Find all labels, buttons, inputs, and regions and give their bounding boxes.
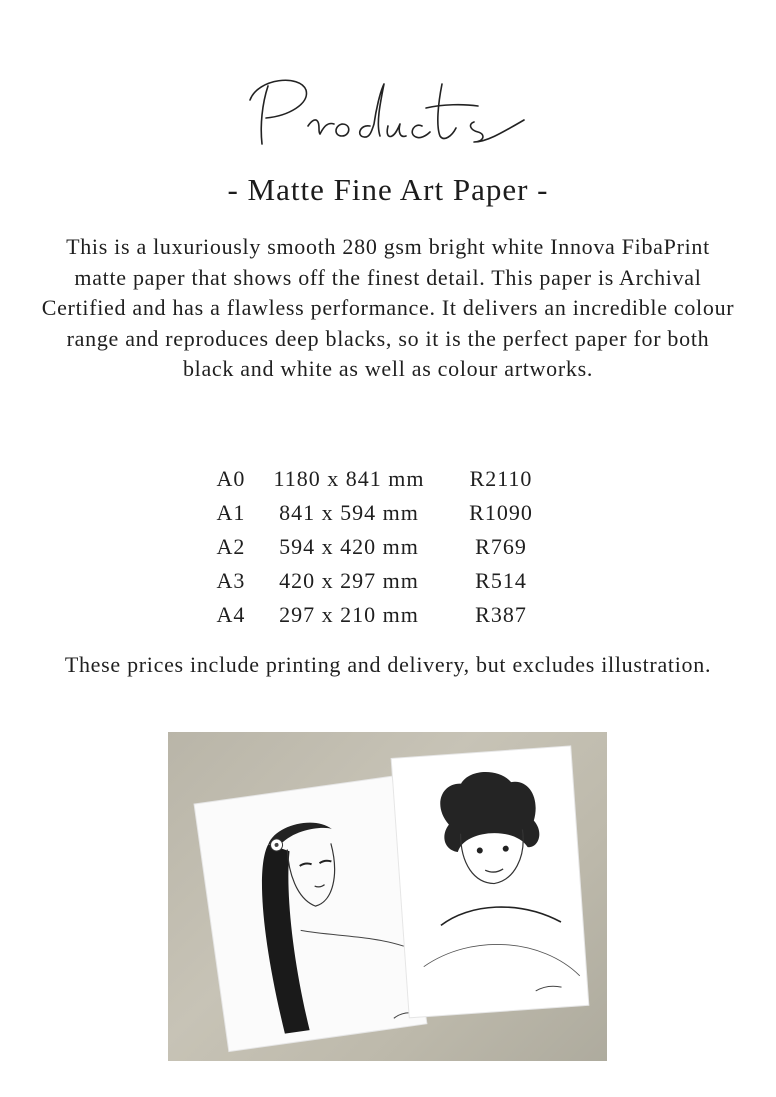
price-cell: R387 <box>475 602 527 627</box>
dimensions-cell: 594 x 420 mm <box>279 534 419 559</box>
table-row <box>200 462 566 496</box>
products-heading <box>0 64 776 164</box>
left-print <box>194 776 427 1051</box>
table-row <box>200 598 566 632</box>
dimensions-cell: 297 x 210 mm <box>279 602 419 627</box>
product-photo <box>168 732 607 1061</box>
size-cell: A3 <box>216 568 246 593</box>
price-cell: R514 <box>475 568 527 593</box>
size-cell: A1 <box>216 500 246 525</box>
dimensions-cell: 1180 x 841 mm <box>273 466 425 491</box>
size-cell: A2 <box>216 534 246 559</box>
size-cell: A0 <box>216 466 246 491</box>
right-print <box>391 746 589 1018</box>
products-script-lettering <box>238 64 538 164</box>
table-row <box>200 530 566 564</box>
price-table <box>200 462 566 632</box>
price-cell: R769 <box>475 534 527 559</box>
dimensions-cell: 841 x 594 mm <box>279 500 419 525</box>
pricing-footnote: These prices include printing and delivery, but excludes illustration. <box>64 652 712 677</box>
table-row <box>200 564 566 598</box>
paper-description: This is a luxuriously smooth 280 gsm bright white Innova FibaPrint matte paper that shows off the finest detail. This paper is Archival Certified and has a flawless performance. It delivers an incredible colour range and reproduces deep blacks, so it is the perfect paper for both black and white as well as colour artworks. <box>41 234 735 381</box>
size-cell: A4 <box>216 602 246 627</box>
dimensions-cell: 420 x 297 mm <box>279 568 419 593</box>
page-subtitle: - Matte Fine Art Paper - <box>227 172 549 207</box>
table-row <box>200 496 566 530</box>
price-cell: R1090 <box>469 500 533 525</box>
print-samples-illustration <box>168 732 607 1061</box>
price-cell: R2110 <box>469 466 533 491</box>
